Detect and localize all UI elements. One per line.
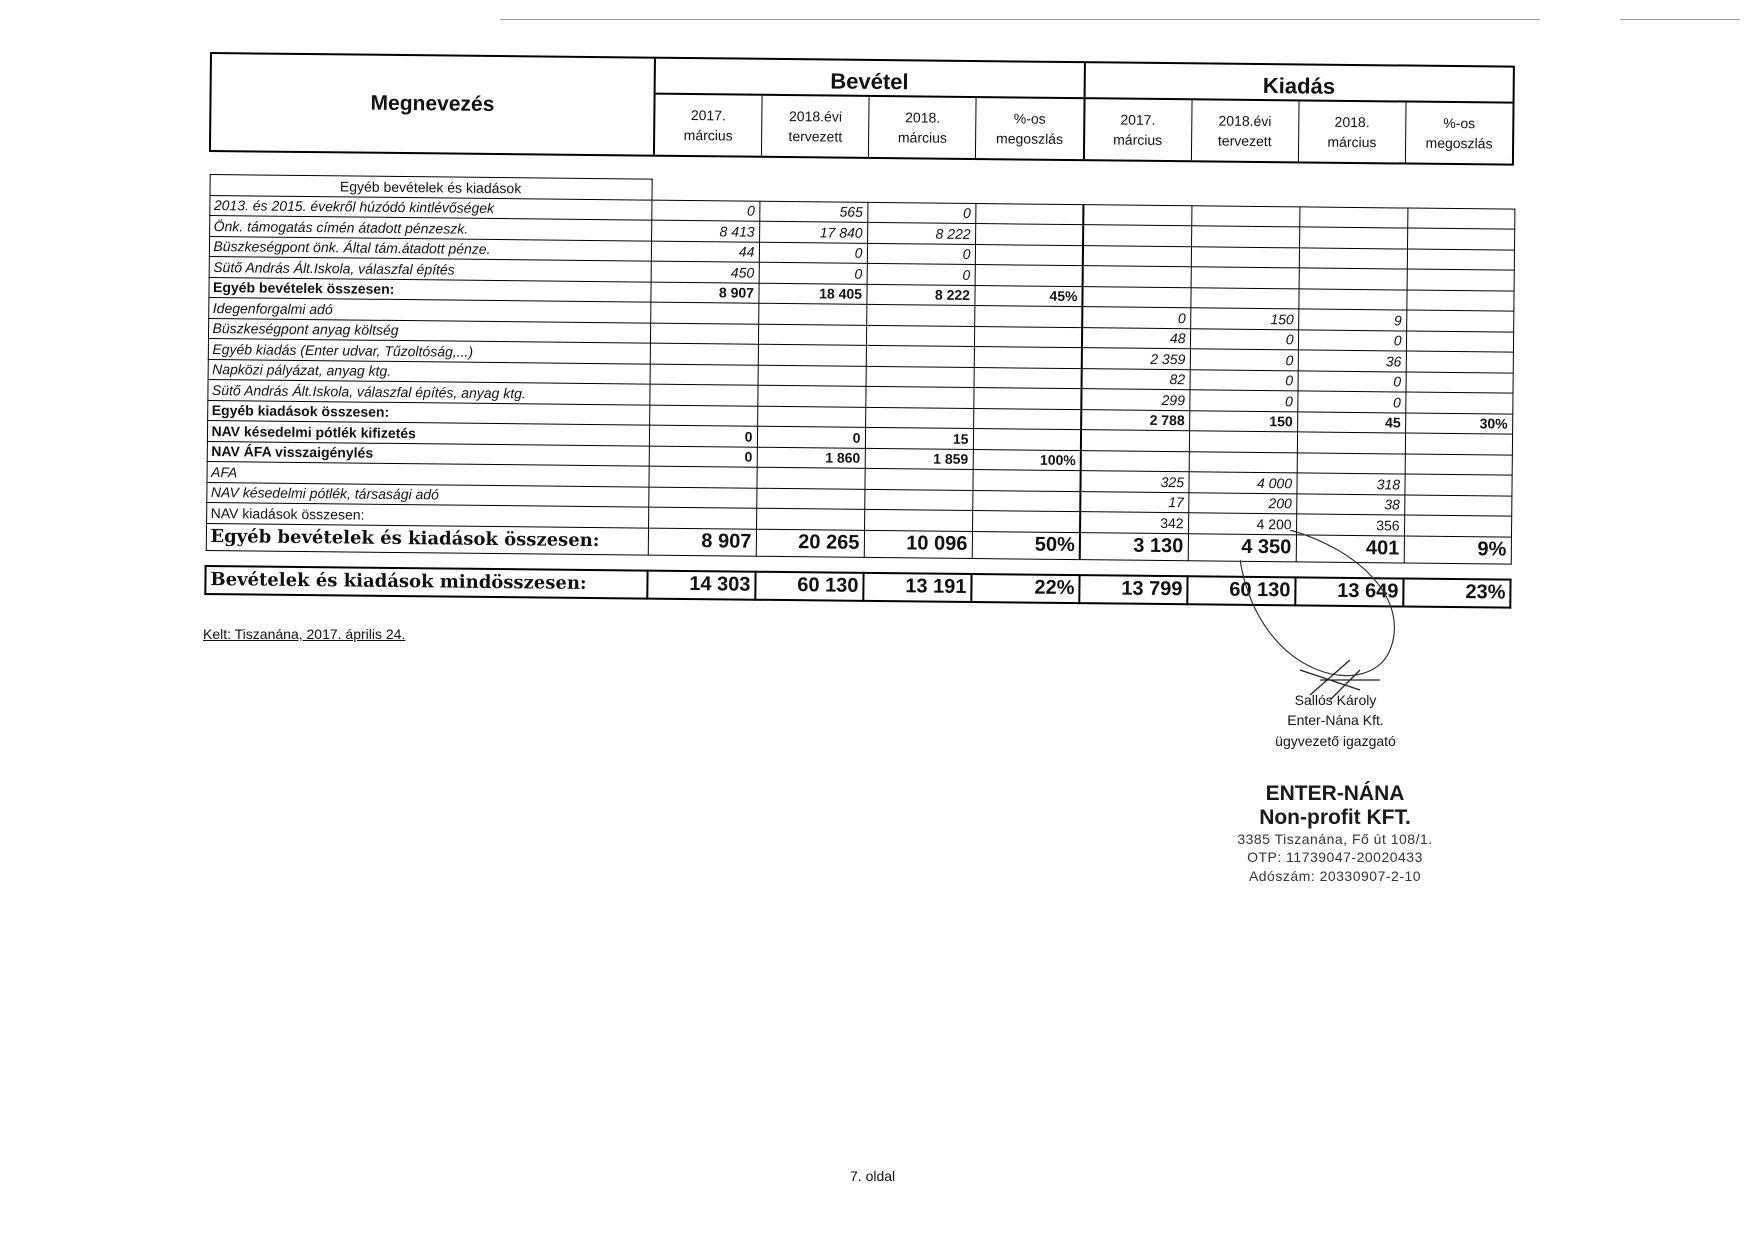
column-header: 2017. március xyxy=(1084,99,1192,160)
value-cell xyxy=(758,324,866,346)
value-cell: 44 xyxy=(651,241,759,263)
value-cell: 15 xyxy=(865,427,973,449)
row-label: 2013. és 2015. évekről húzódó kintlévőségek xyxy=(209,195,651,220)
value-cell xyxy=(864,509,972,531)
row-label: Egyéb kiadás (Enter udvar, Tűzoltóság,...) xyxy=(208,338,650,363)
value-cell: 45 xyxy=(1297,411,1405,433)
value-cell xyxy=(973,388,1081,410)
value-cell xyxy=(973,429,1081,451)
row-label: NAV ÁFA visszaigénylés xyxy=(207,441,649,466)
value-cell: 450 xyxy=(651,261,759,283)
row-label: Idegenforgalmi adó xyxy=(208,297,650,322)
value-cell xyxy=(974,367,1082,389)
row-label: Egyéb bevételek összesen: xyxy=(208,277,650,302)
value-cell xyxy=(757,385,865,407)
value-cell: 22% xyxy=(971,574,1079,603)
value-cell xyxy=(1407,208,1514,230)
value-cell: 0 xyxy=(649,446,757,468)
value-cell xyxy=(1406,331,1513,353)
row-label: Sütő András Ált.Iskola, válaszfal építés, anyag ktg. xyxy=(207,379,649,404)
value-cell xyxy=(973,408,1081,430)
value-cell xyxy=(650,323,758,345)
value-cell xyxy=(1191,205,1299,227)
value-cell: 200 xyxy=(1188,492,1296,514)
value-cell xyxy=(975,244,1083,266)
value-cell: 8 907 xyxy=(650,282,758,304)
value-cell xyxy=(972,490,1080,512)
value-cell xyxy=(649,405,757,427)
value-cell: 1 860 xyxy=(757,447,865,469)
value-cell: 13 191 xyxy=(863,572,971,601)
value-cell xyxy=(1191,226,1299,248)
value-cell: 299 xyxy=(1081,389,1189,411)
value-cell xyxy=(865,386,973,408)
value-cell xyxy=(1298,288,1406,310)
value-cell xyxy=(1406,372,1513,394)
value-cell: 0 xyxy=(867,243,975,265)
value-cell xyxy=(1299,206,1407,228)
value-cell xyxy=(864,468,972,490)
value-cell: 13 649 xyxy=(1295,577,1403,606)
value-cell xyxy=(1406,310,1513,332)
value-cell: 9% xyxy=(1404,536,1511,564)
value-cell xyxy=(758,365,866,387)
value-cell xyxy=(1299,247,1407,269)
value-cell xyxy=(866,325,974,347)
value-cell xyxy=(1407,228,1514,250)
value-cell xyxy=(972,511,1080,533)
value-cell: 9 xyxy=(1298,309,1406,331)
value-cell: 0 xyxy=(1297,391,1405,413)
value-cell: 0 xyxy=(1190,369,1298,391)
value-cell xyxy=(758,344,866,366)
value-cell: 50% xyxy=(972,531,1080,559)
row-label: NAV kiadások összesen: xyxy=(206,502,648,527)
value-cell: 342 xyxy=(1080,512,1188,534)
value-cell xyxy=(1189,451,1297,473)
value-cell xyxy=(756,488,864,510)
value-cell: 0 xyxy=(1190,349,1298,371)
value-cell xyxy=(1083,266,1191,288)
value-cell: 8 222 xyxy=(866,284,974,306)
column-header: 2018.évi tervezett xyxy=(762,96,870,157)
value-cell: 17 xyxy=(1080,491,1188,513)
value-cell: 4 200 xyxy=(1188,513,1296,535)
value-cell xyxy=(756,467,864,489)
value-cell: 38 xyxy=(1296,493,1404,515)
value-cell: 0 xyxy=(1298,370,1406,392)
value-cell: 30% xyxy=(1405,413,1512,435)
section-title: Egyéb bevételek és kiadások xyxy=(210,175,652,200)
value-cell: 82 xyxy=(1082,368,1190,390)
value-cell: 2 788 xyxy=(1081,409,1189,431)
row-label: Büszkeségpont önk. Által tám.átadott pénze. xyxy=(209,236,651,261)
scan-line-right xyxy=(1620,19,1740,20)
value-cell xyxy=(974,326,1082,348)
value-cell xyxy=(1405,392,1512,414)
value-cell xyxy=(650,364,758,386)
row-label: Önk. támogatás címén átadott pénzeszk. xyxy=(209,216,651,241)
signer-company: Enter-Nána Kft. xyxy=(1287,712,1384,729)
column-headers xyxy=(655,95,1513,164)
value-cell xyxy=(1299,227,1407,249)
value-cell: 150 xyxy=(1190,308,1298,330)
value-cell: 8 907 xyxy=(648,528,756,556)
value-cell xyxy=(650,343,758,365)
value-cell xyxy=(1405,454,1512,476)
value-cell xyxy=(757,406,865,428)
value-cell xyxy=(866,304,974,326)
value-cell: 60 130 xyxy=(755,571,863,600)
value-cell xyxy=(1081,450,1189,472)
stamp-bank-account: OTP: 11739047-20020433 xyxy=(1247,849,1423,866)
financial-table xyxy=(204,52,1515,608)
name-column-header: Megnevezés xyxy=(211,54,656,155)
row-label: Napközi pályázat, anyag ktg. xyxy=(208,359,650,384)
value-cell xyxy=(758,303,866,325)
value-cell: 60 130 xyxy=(1187,576,1295,605)
value-cell xyxy=(1404,495,1511,517)
value-cell xyxy=(648,507,756,529)
value-cell: 3 130 xyxy=(1080,532,1188,560)
value-cell xyxy=(1083,204,1191,226)
value-cell xyxy=(1407,269,1514,291)
value-cell xyxy=(1406,351,1513,373)
value-cell xyxy=(865,407,973,429)
value-cell xyxy=(975,203,1083,225)
value-cell: 4 000 xyxy=(1188,472,1296,494)
column-header: 2018. március xyxy=(869,97,977,158)
value-cell: 13 799 xyxy=(1079,575,1187,604)
value-cell xyxy=(866,345,974,367)
value-cell: 18 405 xyxy=(758,283,866,305)
value-cell xyxy=(974,306,1082,328)
value-cell xyxy=(1190,287,1298,309)
value-cell: 23% xyxy=(1403,578,1510,607)
row-label: Egyéb bevételek és kiadások összesen: xyxy=(206,523,648,555)
column-header: 2017. március xyxy=(655,95,763,156)
scan-line-top xyxy=(500,19,1540,20)
value-cell: 318 xyxy=(1296,473,1404,495)
row-label: Sütő András Ált.Iskola, válaszfal építés xyxy=(209,256,651,281)
value-cell xyxy=(864,489,972,511)
revenue-group-header: Bevétel xyxy=(656,59,1086,97)
value-cell: 356 xyxy=(1296,514,1404,536)
value-cell: 8 222 xyxy=(867,222,975,244)
value-cell xyxy=(1083,245,1191,267)
value-cell xyxy=(648,466,756,488)
value-cell: 0 xyxy=(1082,307,1190,329)
value-cell xyxy=(1082,286,1190,308)
value-cell xyxy=(972,470,1080,492)
value-cell: 10 096 xyxy=(864,530,972,558)
value-cell: 45% xyxy=(974,285,1082,307)
value-cell: 1 859 xyxy=(865,448,973,470)
value-cell: 100% xyxy=(973,449,1081,471)
value-cell: 17 840 xyxy=(759,221,867,243)
row-label: Bevételek és kiadások mindösszesen: xyxy=(205,565,647,598)
value-cell xyxy=(1299,268,1407,290)
stamp-company-type: Non-profit KFT. xyxy=(1259,806,1411,830)
value-cell: 0 xyxy=(759,242,867,264)
expense-group-header: Kiadás xyxy=(1262,73,1336,99)
value-cell xyxy=(649,384,757,406)
signer-name: Sallós Károly xyxy=(1294,692,1377,708)
value-cell xyxy=(1191,246,1299,268)
value-cell: 20 265 xyxy=(756,529,864,557)
value-cell xyxy=(975,224,1083,246)
stamp-company-name: ENTER-NÁNA xyxy=(1265,782,1405,805)
table-header xyxy=(209,52,1515,166)
value-cell xyxy=(1404,474,1511,496)
value-cell: 401 xyxy=(1296,534,1404,562)
stamp-address: 3385 Tiszanána, Fő út 108/1. xyxy=(1237,831,1433,848)
value-cell: 0 xyxy=(867,202,975,224)
value-cell: 48 xyxy=(1082,327,1190,349)
value-cell: 325 xyxy=(1080,471,1188,493)
value-cell: 0 xyxy=(1189,390,1297,412)
company-stamp xyxy=(1185,782,1485,885)
column-header: 2018.évi tervezett xyxy=(1192,100,1300,161)
value-cell xyxy=(1081,430,1189,452)
signer-title: ügyvezető igazgató xyxy=(1275,732,1396,749)
value-cell xyxy=(1297,432,1405,454)
page-number: 7. oldal xyxy=(850,1168,896,1184)
value-cell: 4 350 xyxy=(1188,533,1296,561)
value-cell: 0 xyxy=(867,263,975,285)
value-cell xyxy=(1406,290,1513,312)
value-cell: 150 xyxy=(1189,410,1297,432)
value-cell xyxy=(974,347,1082,369)
value-cell: 0 xyxy=(1190,328,1298,350)
value-cell xyxy=(1407,249,1514,271)
value-cell xyxy=(650,302,758,324)
value-cell: 8 413 xyxy=(651,220,759,242)
value-cell xyxy=(756,508,864,530)
row-label: Büszkeségpont anyag költség xyxy=(208,318,650,343)
value-cell xyxy=(1083,225,1191,247)
signer-block xyxy=(1248,690,1423,751)
value-cell: 2 359 xyxy=(1082,348,1190,370)
value-cell: 0 xyxy=(757,426,865,448)
value-cell: 565 xyxy=(759,201,867,223)
value-cell: 0 xyxy=(759,262,867,284)
value-cell: 14 303 xyxy=(647,570,755,599)
value-cell xyxy=(866,366,974,388)
value-cell: 0 xyxy=(649,425,757,447)
value-cell xyxy=(1191,267,1299,289)
value-cell xyxy=(1405,433,1512,455)
column-header: 2018. március xyxy=(1299,101,1407,162)
value-cell xyxy=(975,265,1083,287)
row-label: Egyéb kiadások összesen: xyxy=(207,400,649,425)
group-headers xyxy=(655,59,1513,164)
value-cell: 0 xyxy=(651,200,759,222)
row-label: NAV késedelmi pótlék kifizetés xyxy=(207,420,649,445)
value-cell: 0 xyxy=(1298,329,1406,351)
column-header: %-os megoszlás xyxy=(976,98,1085,159)
value-cell xyxy=(1189,431,1297,453)
stamp-tax-number: Adószám: 20330907-2-10 xyxy=(1248,867,1422,884)
value-cell xyxy=(648,487,756,509)
row-label: NAV késedelmi pótlék, társasági adó xyxy=(206,482,648,507)
column-header: %-os megoszlás xyxy=(1425,114,1493,152)
value-cell: 36 xyxy=(1298,350,1406,372)
row-label: AFA xyxy=(206,461,648,486)
value-cell xyxy=(1297,452,1405,474)
date-place-line: Kelt: Tiszanána, 2017. április 24. xyxy=(203,626,406,642)
